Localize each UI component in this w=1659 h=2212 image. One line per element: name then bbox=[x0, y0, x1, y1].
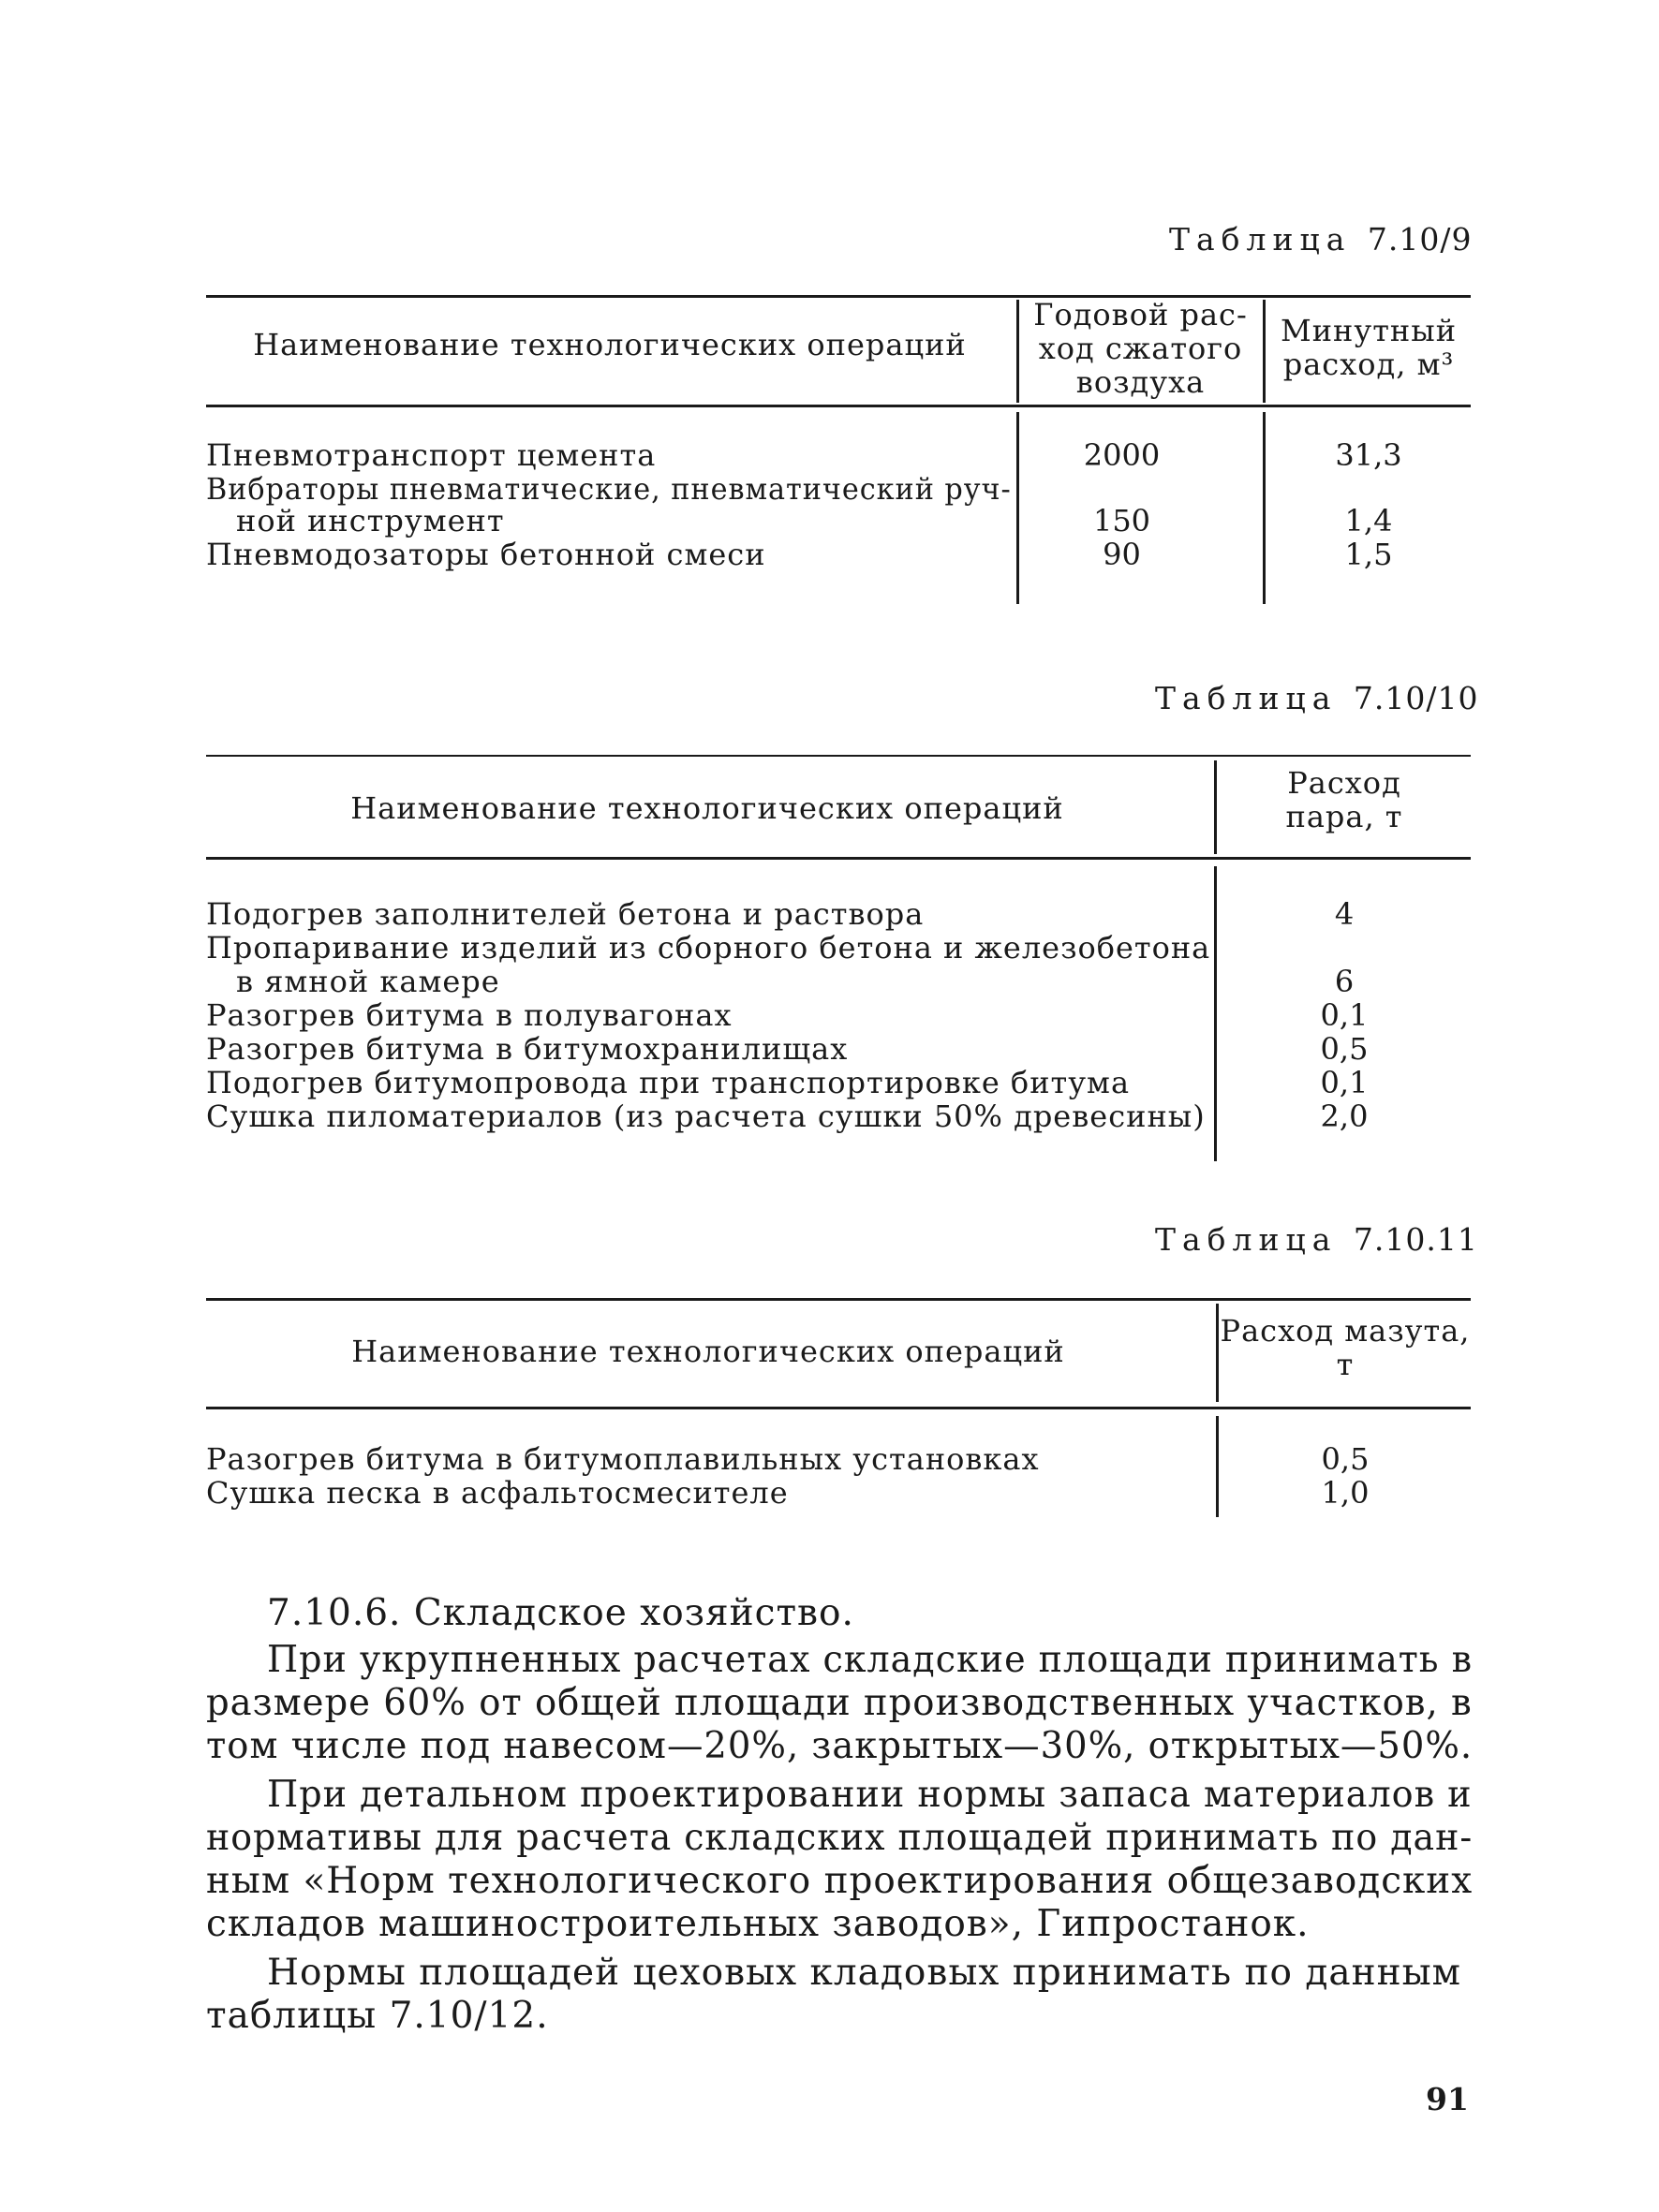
table2-header-operation: Наименование технологических операций bbox=[350, 790, 1064, 826]
table1-row2-operation: Вибраторы пневматические, пневматический руч- bbox=[206, 471, 1012, 507]
table3-top-rule bbox=[206, 1298, 1471, 1301]
paragraph3-line2: таблицы 7.10/12. bbox=[206, 1995, 549, 2037]
table3-col-divider bbox=[1216, 1304, 1219, 1402]
table1-header-operation: Наименование технологических операций bbox=[253, 327, 967, 362]
table1-col-divider-1b bbox=[1016, 412, 1019, 604]
table3-header-fuel bbox=[1220, 1314, 1471, 1381]
table2-header-steam-line2: пара, т bbox=[1285, 799, 1403, 834]
table3-header-rule bbox=[206, 1407, 1471, 1409]
table1-row3-operation: Пневмодозаторы бетонной смеси bbox=[206, 537, 766, 572]
table2-row4-operation: Разогрев битума в битумохранилищах bbox=[206, 1031, 849, 1067]
table1-header-annual-line3: воздуха bbox=[1075, 364, 1206, 400]
table2-top-rule bbox=[206, 755, 1471, 757]
table1-header-minute-line1: Минутный bbox=[1280, 313, 1458, 348]
table3-header-fuel-line2: т bbox=[1336, 1347, 1355, 1382]
paragraph2-line1: При детальном проектировании нормы запаса материалов и bbox=[267, 1774, 1473, 1816]
paragraph3-line1: Нормы площадей цеховых кладовых принимать по данным bbox=[267, 1952, 1462, 1994]
table2-col-divider bbox=[1214, 760, 1217, 854]
table1-caption-word: Таблица bbox=[1169, 221, 1352, 258]
table3-header-operation: Наименование технологических операций bbox=[351, 1334, 1065, 1369]
table1-header-annual bbox=[1021, 298, 1260, 399]
table1-row3-annual: 90 bbox=[1103, 537, 1141, 572]
table1-header-annual-line1: Годовой рас- bbox=[1033, 297, 1248, 332]
table3-row2-operation: Сушка песка в асфальтосмесителе bbox=[206, 1475, 789, 1511]
table3-row1-operation: Разогрев битума в битумоплавильных установках bbox=[206, 1441, 1040, 1477]
table3-header-fuel-line1: Расход мазута, bbox=[1220, 1313, 1471, 1349]
table1-row1-minute: 31,3 bbox=[1335, 437, 1402, 473]
table1-col-divider-2b bbox=[1263, 412, 1266, 604]
paragraph2-line3: ным «Норм технологического проектирования общезаводских bbox=[206, 1860, 1474, 1902]
paragraph2-line4: складов машиностроительных заводов», Гипростанок. bbox=[206, 1903, 1310, 1945]
table2-row4-value: 0,5 bbox=[1320, 1031, 1369, 1067]
table2-col-divider-b bbox=[1214, 866, 1217, 1161]
table2-row5-operation: Подогрев битумопровода при транспортировке битума bbox=[206, 1065, 1131, 1100]
table3-caption bbox=[1155, 1221, 1478, 1258]
table1-col-divider-1 bbox=[1016, 300, 1019, 403]
table2-row2-operation-cont: в ямной камере bbox=[236, 964, 500, 999]
table2-header-steam bbox=[1218, 766, 1471, 833]
table3-col-divider-b bbox=[1216, 1416, 1219, 1517]
section-heading: 7.10.6. Складское хозяйство. bbox=[267, 1592, 854, 1634]
table2-row2-operation: Пропаривание изделий из сборного бетона и железобетона bbox=[206, 930, 1211, 966]
table2-row3-operation: Разогрев битума в полувагонах bbox=[206, 997, 733, 1033]
table1-row2-operation-cont: ной инструмент bbox=[236, 503, 505, 538]
table2-caption-word: Таблица bbox=[1155, 680, 1338, 716]
table1-col-divider-2 bbox=[1263, 300, 1266, 403]
table3-caption-word: Таблица bbox=[1155, 1221, 1338, 1258]
table2-row1-value: 4 bbox=[1334, 896, 1355, 932]
table1-row1-operation: Пневмотранспорт цемента bbox=[206, 437, 657, 473]
table2-row3-value: 0,1 bbox=[1320, 997, 1369, 1033]
table1-header-minute bbox=[1266, 314, 1471, 381]
table1-row2-minute: 1,4 bbox=[1344, 503, 1393, 538]
table2-row1-operation: Подогрев заполнителей бетона и раствора bbox=[206, 896, 925, 932]
table2-row5-value: 0,1 bbox=[1320, 1065, 1369, 1100]
paragraph1-line1: При укрупненных расчетах складские площади принимать в bbox=[267, 1639, 1473, 1681]
table1-row2-annual: 150 bbox=[1092, 503, 1151, 538]
table1-header-annual-line2: ход сжатого bbox=[1038, 331, 1243, 366]
paragraph1-line2: размере 60% от общей площади производственных участков, в bbox=[206, 1682, 1473, 1724]
table2-header-steam-line1: Расход bbox=[1287, 765, 1401, 801]
table3-row2-value: 1,0 bbox=[1321, 1475, 1370, 1511]
table2-caption bbox=[1155, 680, 1479, 716]
table1-row1-annual: 2000 bbox=[1083, 437, 1161, 473]
paragraph1-line3: том числе под навесом—20%, закрытых—30%, открытых—50%. bbox=[206, 1725, 1474, 1767]
table1-header-minute-line2: расход, м³ bbox=[1282, 347, 1455, 382]
table1-header-rule bbox=[206, 405, 1471, 407]
page-number: 91 bbox=[1426, 2081, 1469, 2117]
table3-row1-value: 0,5 bbox=[1321, 1441, 1370, 1477]
table3-caption-number: 7.10.11 bbox=[1353, 1221, 1478, 1258]
table2-caption-number: 7.10/10 bbox=[1353, 680, 1479, 716]
table2-row6-value: 2,0 bbox=[1320, 1099, 1369, 1134]
table1-caption bbox=[1169, 221, 1473, 258]
paragraph2-line2: нормативы для расчета складских площадей принимать по дан- bbox=[206, 1817, 1474, 1859]
table2-row6-operation: Сушка пиломатериалов (из расчета сушки 50% древесины) bbox=[206, 1099, 1206, 1134]
table1-row3-minute: 1,5 bbox=[1344, 537, 1393, 572]
table2-header-rule bbox=[206, 857, 1471, 860]
table2-row2-value: 6 bbox=[1334, 964, 1355, 999]
table1-top-rule bbox=[206, 295, 1471, 298]
table1-caption-number: 7.10/9 bbox=[1367, 221, 1473, 258]
